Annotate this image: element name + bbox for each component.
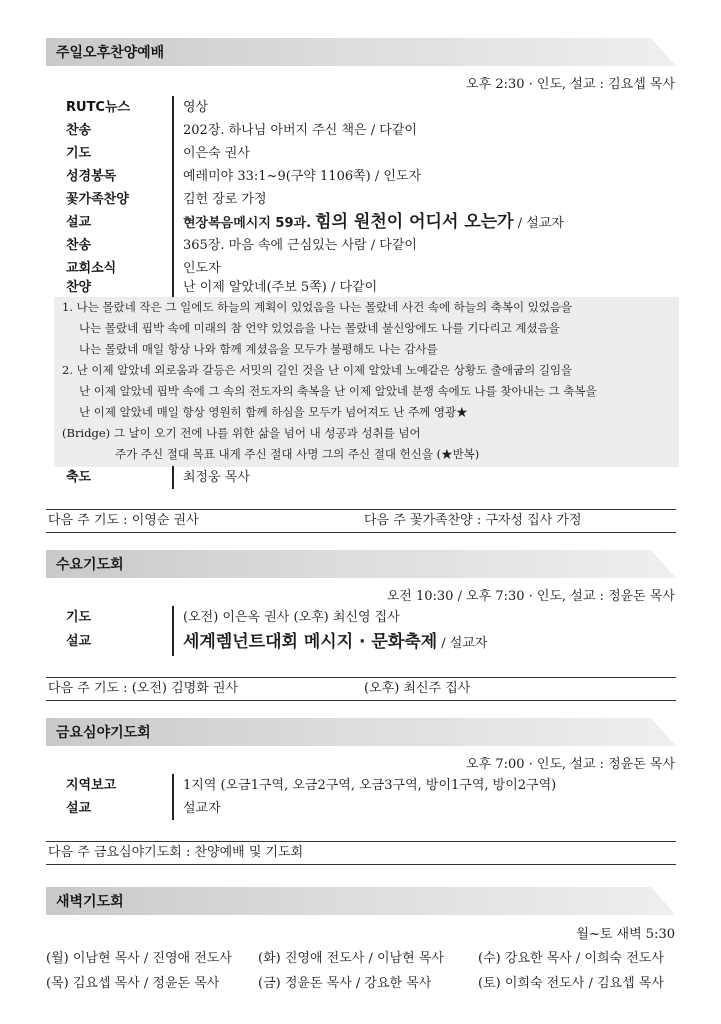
order-row-sermon — [66, 628, 678, 656]
divider — [172, 628, 174, 656]
lyrics-line: 나는 몰랐네 핍박 속에 미래의 참 언약 있었음을 나는 몰랐네 불신앙에도 나를 기다리고 계셨음을 — [79, 321, 560, 335]
divider — [172, 276, 174, 299]
section-header-bar — [46, 550, 676, 578]
divider — [172, 797, 174, 820]
order-value: 설교자 — [183, 801, 221, 816]
lyrics-line: (Bridge) 그 날이 오기 전에 나를 위한 삶을 넘어 내 성공과 성취를 넘어 — [62, 426, 421, 440]
lyrics-line: 2. 난 이제 알았네 외로움과 갈등은 서밋의 길인 것을 난 이제 알았네 노예같은 상황도 출애굽의 길임을 — [62, 363, 573, 377]
next-week-right: 다음 주 꽃가족찬양 : 구자성 집사 가정 — [364, 513, 582, 528]
dawn-schedule-item: (목) 김요셉 목사 / 정윤돈 목사 — [46, 976, 220, 991]
lyrics-box — [54, 297, 679, 467]
next-week-right: (오후) 최신주 집사 — [364, 681, 471, 696]
lyrics-line: 나는 몰랐네 매일 항상 나와 함께 계셨음을 모두가 불평해도 나는 감사를 — [79, 342, 438, 356]
order-value: 인도자 — [183, 261, 221, 276]
order-value: 예레미야 33:1~9(구약 1106쪽) / 인도자 — [183, 169, 422, 184]
order-row — [66, 234, 678, 257]
order-row — [66, 142, 678, 165]
next-week-bar — [46, 841, 676, 865]
dawn-schedule-item: (수) 강요한 목사 / 이희숙 전도사 — [478, 951, 664, 966]
order-label: 교회소식 — [66, 261, 117, 276]
order-row — [66, 606, 678, 629]
order-value: 1지역 (오금1구역, 오금2구역, 오금3구역, 방이1구역, 방이2구역) — [183, 778, 557, 793]
section-title: 금요심야기도회 — [56, 725, 151, 741]
sermon-prefix: 현장복음메시지 59과. — [183, 216, 312, 231]
next-week-left: 다음 주 기도 : 이영순 권사 — [48, 513, 199, 528]
order-value: (오전) 이은옥 권사 (오후) 최신영 집사 — [183, 610, 400, 625]
lyrics-line: 1. 나는 몰랐네 작은 그 일에도 하늘의 계획이 있었음을 나는 몰랐네 사건 속에 하늘의 축복이 있었음을 — [62, 300, 573, 314]
section-title: 수요기도회 — [56, 557, 124, 573]
service-meta: 오후 2:30 · 인도, 설교 : 김요셉 목사 — [466, 77, 675, 92]
order-value: 김헌 장로 가정 — [183, 192, 267, 207]
section-header-bar — [46, 887, 676, 915]
order-value: 최정웅 목사 — [183, 470, 250, 485]
order-row — [66, 119, 678, 142]
service-meta: 오후 7:00 · 인도, 설교 : 정윤돈 목사 — [466, 757, 675, 772]
section-header-friday — [46, 718, 676, 746]
order-label: 찬양 — [66, 280, 92, 295]
order-label: 설교 — [66, 634, 92, 649]
divider — [172, 466, 174, 489]
order-row — [66, 797, 678, 820]
order-label: 기도 — [66, 146, 92, 161]
sermon-suffix: / 설교자 — [517, 216, 564, 231]
divider — [172, 119, 174, 142]
divider — [172, 165, 174, 188]
sermon-suffix: / 설교자 — [441, 636, 488, 651]
next-week-bar — [46, 677, 676, 701]
lyrics-line: 난 이제 알았네 핍박 속에 그 속의 전도자의 축복을 난 이제 알았네 분쟁 속에도 나를 찾아내는 그 축복을 — [79, 384, 597, 398]
order-value: 이은숙 권사 — [183, 146, 250, 161]
section-title: 새벽기도회 — [56, 894, 124, 910]
order-label: 성경봉독 — [66, 169, 117, 184]
divider — [172, 606, 174, 629]
dawn-schedule-item: (토) 이희숙 전도사 / 김요셉 목사 — [478, 976, 664, 991]
order-label: 축도 — [66, 470, 92, 485]
section-title: 주일오후찬양예배 — [56, 45, 165, 61]
order-value: 365장. 마음 속에 근심있는 사람 / 다같이 — [183, 238, 417, 253]
next-week-left: 다음 주 기도 : (오전) 김명화 권사 — [48, 681, 239, 696]
next-week-bar — [46, 509, 676, 533]
divider — [172, 96, 174, 119]
order-row — [66, 96, 678, 119]
service-meta: 오전 10:30 / 오후 7:30 · 인도, 설교 : 정윤돈 목사 — [386, 589, 675, 604]
divider — [172, 142, 174, 165]
service-meta: 월~토 새벽 5:30 — [576, 927, 675, 942]
sermon-value — [183, 628, 487, 658]
dawn-schedule-item: (화) 진영애 전도사 / 이남현 목사 — [258, 951, 444, 966]
section-header-wednesday — [46, 550, 676, 578]
order-row — [66, 165, 678, 188]
sermon-title: 세계렘넌트대회 메시지 · 문화축제 — [183, 632, 438, 652]
order-label: 꽃가족찬양 — [66, 192, 129, 207]
order-value: 난 이제 알았네(주보 5쪽) / 다같이 — [183, 280, 378, 295]
order-value: 202장. 하나님 아버지 주신 책은 / 다같이 — [183, 123, 417, 138]
order-label: 기도 — [66, 610, 92, 625]
order-row — [66, 774, 678, 797]
order-row-sermon — [66, 208, 678, 236]
divider — [172, 234, 174, 257]
order-value: 영상 — [183, 100, 209, 115]
order-row — [66, 466, 678, 489]
divider — [172, 774, 174, 797]
order-label: 설교 — [66, 215, 92, 230]
lyrics-line: 난 이제 알았네 매일 항상 영원히 함께 하심을 모두가 넘어져도 난 주께 영광★ — [79, 405, 468, 419]
order-label: RUTC뉴스 — [66, 100, 131, 115]
lyrics-line: 주가 주신 절대 목표 내게 주신 절대 사명 그의 주신 절대 헌신을 (★반복) — [115, 447, 480, 461]
dawn-schedule-item: (월) 이남현 목사 / 진영애 전도사 — [46, 951, 232, 966]
order-label: 찬송 — [66, 238, 92, 253]
divider — [172, 208, 174, 236]
section-header-dawn — [46, 887, 676, 915]
order-label: 지역보고 — [66, 778, 117, 793]
order-row — [66, 276, 678, 299]
sermon-title: 힘의 원천이 어디서 오는가 — [315, 212, 514, 232]
section-header-sunday — [46, 38, 676, 66]
order-label: 찬송 — [66, 123, 92, 138]
order-label: 설교 — [66, 801, 92, 816]
dawn-schedule-item: (금) 정윤돈 목사 / 강요한 목사 — [258, 976, 432, 991]
next-week-left: 다음 주 금요심야기도회 : 찬양예배 및 기도회 — [48, 845, 304, 860]
